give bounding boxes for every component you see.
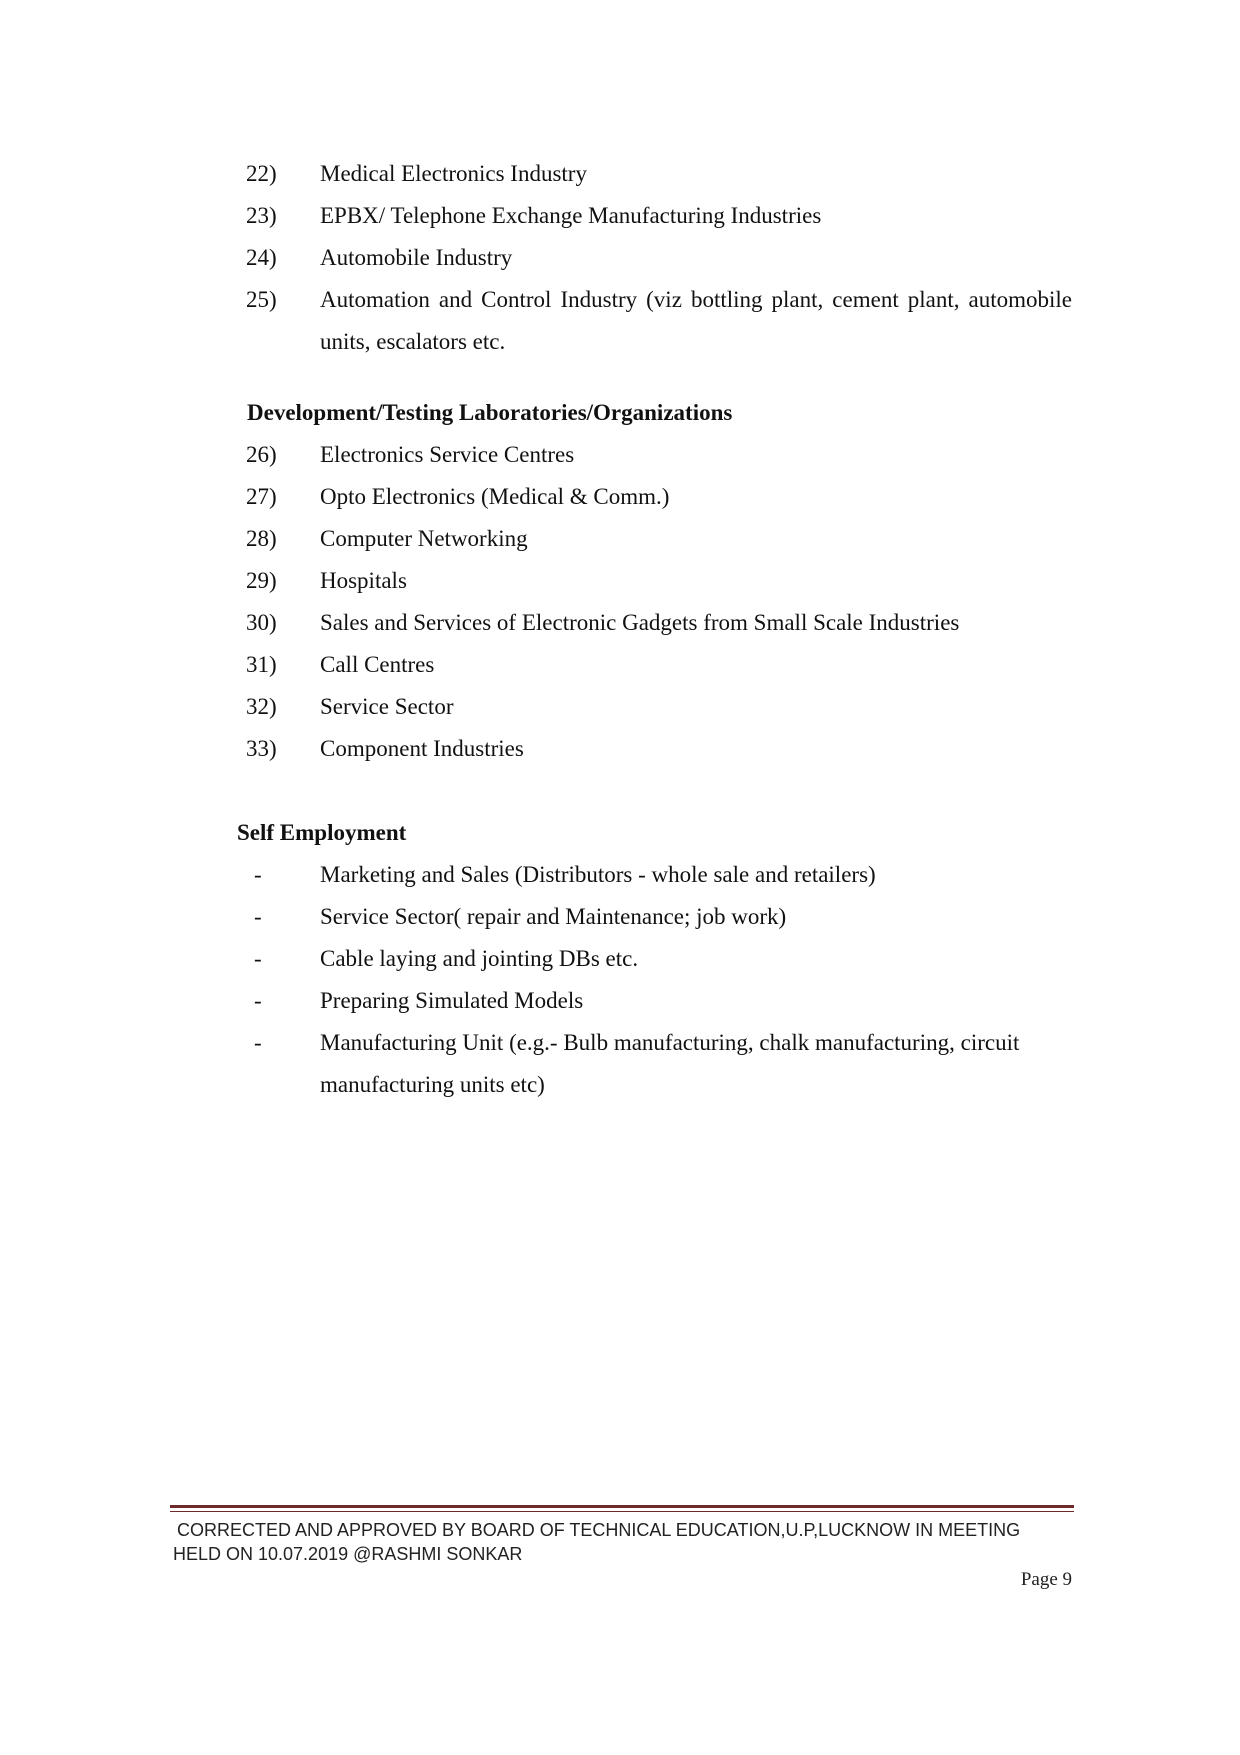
list-item	[0, 518, 1240, 560]
list-item-bullet: -	[254, 904, 262, 929]
list-item-number: 27)	[246, 484, 277, 509]
footer-approval-note	[173, 1518, 1073, 1566]
list-item	[0, 896, 1240, 938]
career-list-development	[0, 434, 1240, 770]
list-item	[0, 476, 1240, 518]
list-item-number: 22)	[246, 161, 277, 186]
list-item	[0, 686, 1240, 728]
list-item-bullet: -	[254, 946, 262, 971]
list-item-text: Component Industries	[320, 736, 524, 761]
list-item-number: 31)	[246, 652, 277, 677]
career-list-self-employment	[0, 854, 1240, 1106]
list-item	[0, 980, 1240, 1022]
list-item-text: Service Sector	[320, 694, 454, 719]
footer-line-2: HELD ON 10.07.2019 @RASHMI SONKAR	[173, 1544, 523, 1564]
list-item-bullet: -	[254, 862, 262, 887]
list-item	[0, 279, 1240, 363]
list-item-number: 28)	[246, 526, 277, 551]
list-item	[0, 644, 1240, 686]
section-heading-self-employment: Self Employment	[237, 820, 407, 845]
list-item-text: Preparing Simulated Models	[320, 988, 584, 1013]
list-item-text: Call Centres	[320, 652, 435, 677]
career-list-industries	[0, 153, 1240, 363]
list-item-text: Electronics Service Centres	[320, 442, 575, 467]
list-item	[0, 728, 1240, 770]
list-item-number: 29)	[246, 568, 277, 593]
list-item-number: 25)	[246, 287, 277, 312]
list-item-text: Automation and Control Industry (viz bottling plant, cement plant, automobile units, escalators etc.	[320, 287, 1072, 354]
list-item-number: 24)	[246, 245, 277, 270]
list-item	[0, 1022, 1240, 1106]
list-item	[0, 938, 1240, 980]
section-heading-development: Development/Testing Laboratories/Organizations	[247, 400, 733, 425]
list-item	[0, 602, 1240, 644]
list-item-text: Sales and Services of Electronic Gadgets from Small Scale Industries	[320, 610, 960, 635]
list-item	[0, 434, 1240, 476]
list-item	[0, 237, 1240, 279]
list-item-bullet: -	[254, 1030, 262, 1055]
list-item	[0, 560, 1240, 602]
page-number: Page 9	[1020, 1569, 1072, 1590]
list-item-number: 23)	[246, 203, 277, 228]
list-item-text: Computer Networking	[320, 526, 528, 551]
footer-divider	[170, 1505, 1074, 1513]
list-item-text: Manufacturing Unit (e.g.- Bulb manufacturing, chalk manufacturing, circuit manufacturing units etc)	[320, 1030, 1020, 1097]
list-item	[0, 854, 1240, 896]
list-item	[0, 153, 1240, 195]
list-item-text: Medical Electronics Industry	[320, 161, 587, 186]
list-item-text: Marketing and Sales (Distributors - whole sale and retailers)	[320, 862, 876, 887]
list-item-number: 26)	[246, 442, 277, 467]
list-item-text: Automobile Industry	[320, 245, 513, 270]
list-item-number: 30)	[246, 610, 277, 635]
list-item-text: Cable laying and jointing DBs etc.	[320, 946, 639, 971]
list-item	[0, 195, 1240, 237]
footer-line-1: CORRECTED AND APPROVED BY BOARD OF TECHNICAL EDUCATION,U.P,LUCKNOW IN MEETING	[177, 1520, 1021, 1540]
list-item-text: Opto Electronics (Medical & Comm.)	[320, 484, 670, 509]
list-item-number: 33)	[246, 736, 277, 761]
list-item-text: Service Sector( repair and Maintenance; job work)	[320, 904, 787, 929]
list-item-text: EPBX/ Telephone Exchange Manufacturing Industries	[320, 203, 822, 228]
list-item-number: 32)	[246, 694, 277, 719]
list-item-text: Hospitals	[320, 568, 407, 593]
list-item-bullet: -	[254, 988, 262, 1013]
